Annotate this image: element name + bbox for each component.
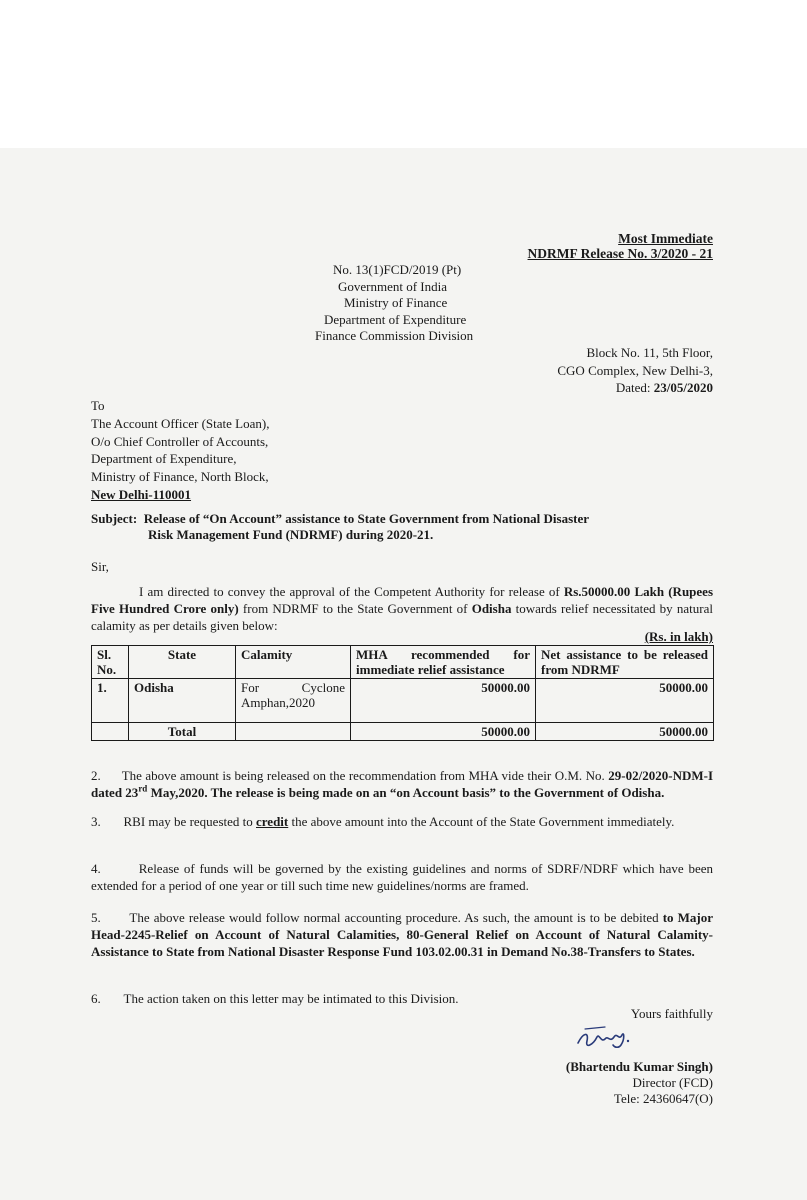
recipient-line-4: Ministry of Finance, North Block, xyxy=(91,469,269,485)
issuer-ministry: Ministry of Finance xyxy=(344,295,448,310)
priority-label: Most Immediate xyxy=(618,231,713,246)
signatory-name: (Bhartendu Kumar Singh) xyxy=(565,1059,713,1074)
dated-value: 23/05/2020 xyxy=(653,380,713,395)
header-mha: MHA recommended for immediate relief assistance xyxy=(351,646,536,679)
header-calamity: Calamity xyxy=(236,646,351,679)
credit-word: credit xyxy=(256,814,289,829)
subject-line-1: Subject: Release of “On Account” assistance to State Government from National Disaster xyxy=(91,511,590,526)
row-sl-no: 1. xyxy=(92,679,129,723)
signature-image xyxy=(575,1015,630,1055)
recipient-line-3: Department of Expenditure, xyxy=(91,451,237,467)
row-net-amount: 50000.00 xyxy=(536,679,714,723)
recipient-line-2: O/o Chief Controller of Accounts, xyxy=(91,433,269,449)
release-number: NDRMF Release No. 3/2020 - 21 xyxy=(527,246,713,261)
table-unit: (Rs. in lakh) xyxy=(644,629,713,644)
address-line-2: CGO Complex, New Delhi-3, xyxy=(557,362,713,378)
row-state: Odisha xyxy=(129,679,236,723)
row-calamity: For Cyclone Amphan,2020 xyxy=(236,679,351,723)
address-line-1: Block No. 11, 5th Floor, xyxy=(586,345,713,360)
salutation: Sir, xyxy=(91,559,109,574)
signatory-designation: Director (FCD) xyxy=(632,1075,713,1090)
release-table xyxy=(91,645,714,741)
table-total-row xyxy=(92,723,714,741)
subject-line-2: Risk Management Fund (NDRMF) during 2020-21. xyxy=(148,527,434,542)
table-row xyxy=(92,679,714,723)
dated-line: Dated: 23/05/2020 xyxy=(615,380,713,395)
paragraph-1: I am directed to convey the approval of the Competent Authority for release of Rs.50000.00 Lakh (Rupees Five Hundred Crore only) from NDRMF to the State Government of Odisha towards relief necessitated by natural calamity as per details given below: xyxy=(91,584,713,633)
total-mha-amount: 50000.00 xyxy=(351,723,536,741)
recipient-block xyxy=(91,397,269,504)
paragraph-3: 3. RBI may be requested to credit the above amount into the Account of the State Government immediately. xyxy=(91,814,675,829)
issuer-block xyxy=(300,262,500,345)
header-state: State xyxy=(129,646,236,679)
row-mha-amount: 50000.00 xyxy=(351,679,536,723)
paragraph-4: 4. Release of funds will be governed by the existing guidelines and norms of SDRF/NDRF which have been extended for a period of one year or till such time new guidelines/norms are framed. xyxy=(91,861,713,893)
issuer-department: Department of Expenditure xyxy=(324,311,467,327)
paragraph-2: 2. The above amount is being released on the recommendation from MHA vide their O.M. No. 29-02/2020-NDM-I dated 23rd May,2020. The release is being made on an “on Account basis” to the Government of Odisha. xyxy=(91,768,714,800)
office-address xyxy=(520,344,713,397)
recipient-line-1: The Account Officer (State Loan), xyxy=(91,415,270,431)
header-sl-no: Sl. No. xyxy=(92,646,129,679)
total-label: Total xyxy=(129,723,236,741)
paragraph-6: 6. The action taken on this letter may be intimated to this Division. xyxy=(91,991,459,1006)
recipient-line-5: New Delhi-110001 xyxy=(91,486,192,502)
to-label: To xyxy=(91,398,105,413)
issuer-govt: Government of India xyxy=(338,278,448,294)
table-header-row xyxy=(92,646,714,679)
file-number: No. 13(1)FCD/2019 (Pt) xyxy=(333,262,462,277)
issuer-division: Finance Commission Division xyxy=(315,328,474,343)
header-net: Net assistance to be released from NDRMF xyxy=(536,646,714,679)
signatory-telephone: Tele: 24360647(O) xyxy=(613,1091,713,1106)
paragraph-5: 5. The above release would follow normal accounting procedure. As such, the amount is to be debited to Major Head-2245-Relief on Account of Natural Calamities, 80-General Relief on Account of Natural Calamity-Assistance to State from National Disaster Response Fund 103.02.00.31 in Demand No.38-Transfers to States. xyxy=(91,910,713,959)
closing-yours: Yours faithfully xyxy=(630,1006,713,1021)
total-net-amount: 50000.00 xyxy=(536,723,714,741)
